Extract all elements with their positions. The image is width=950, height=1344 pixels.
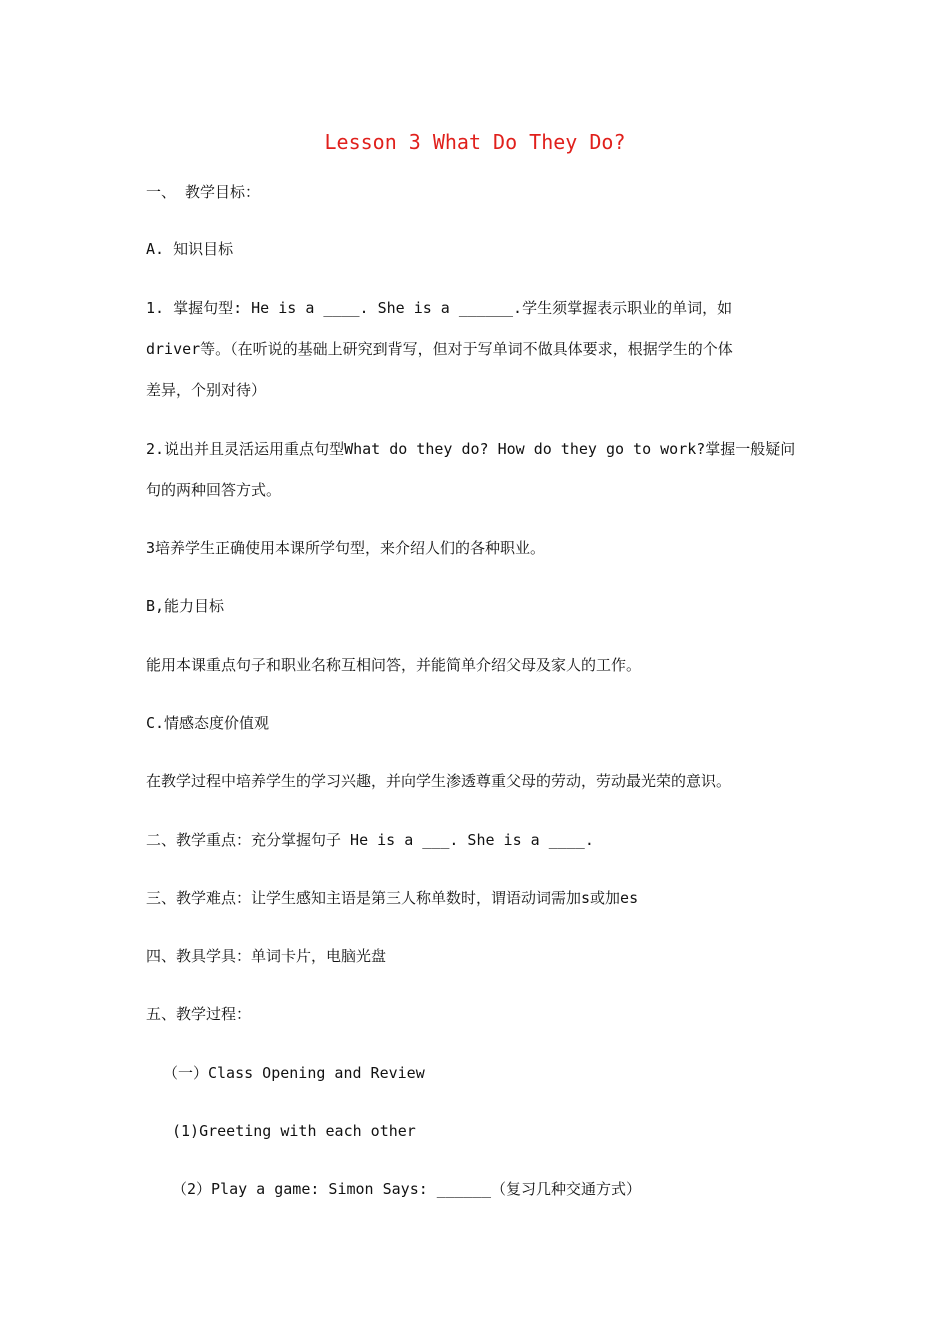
section-heading-4: 四、教具学具：单词卡片，电脑光盘 [146,947,387,965]
section-heading-5: 五、教学过程： [146,1005,252,1023]
objective-3: 3培养学生正确使用本课所学句型，来介绍人们的各种职业。 [146,539,546,557]
section-heading-1: 一、 教学目标： [146,183,261,201]
step-1-heading: （一）Class Opening and Review [163,1064,425,1082]
step-1-item-1: (1)Greeting with each other [172,1122,416,1140]
subsection-c: C.情感态度价值观 [146,714,270,732]
step-1-item-2: （2）Play a game: Simon Says: ______（复习几种交通方式） [172,1180,641,1198]
objective-1-line-1: 1. 掌握句型: He is a ____. She is a ______.学生须掌握表示职业的单词，如 [146,299,733,317]
objective-1-line-2: driver等。（在听说的基础上研究到背写，但对于写单词不做具体要求，根据学生的个体 [146,340,733,358]
ability-goal-text: 能用本课重点句子和职业名称互相问答，并能简单介绍父母及家人的工作。 [146,656,642,674]
objective-2-line-2: 句的两种回答方式。 [146,481,282,499]
section-heading-3: 三、教学难点：让学生感知主语是第三人称单数时，谓语动词需加s或加es [146,889,639,907]
subsection-b: B,能力目标 [146,597,225,615]
section-heading-2: 二、教学重点：充分掌握句子 He is a ___. She is a ____. [146,831,594,849]
emotion-goal-text: 在教学过程中培养学生的学习兴趣，并向学生渗透尊重父母的劳动，劳动最光荣的意识。 [146,772,732,790]
lesson-title: Lesson 3 What Do They Do? [324,130,626,154]
objective-2-line-1: 2.说出并且灵活运用重点句型What do they do? How do they go to work?掌握一般疑问 [146,440,796,458]
subsection-a: A. 知识目标 [146,240,234,258]
objective-1-line-3: 差异，个别对待） [146,381,267,399]
